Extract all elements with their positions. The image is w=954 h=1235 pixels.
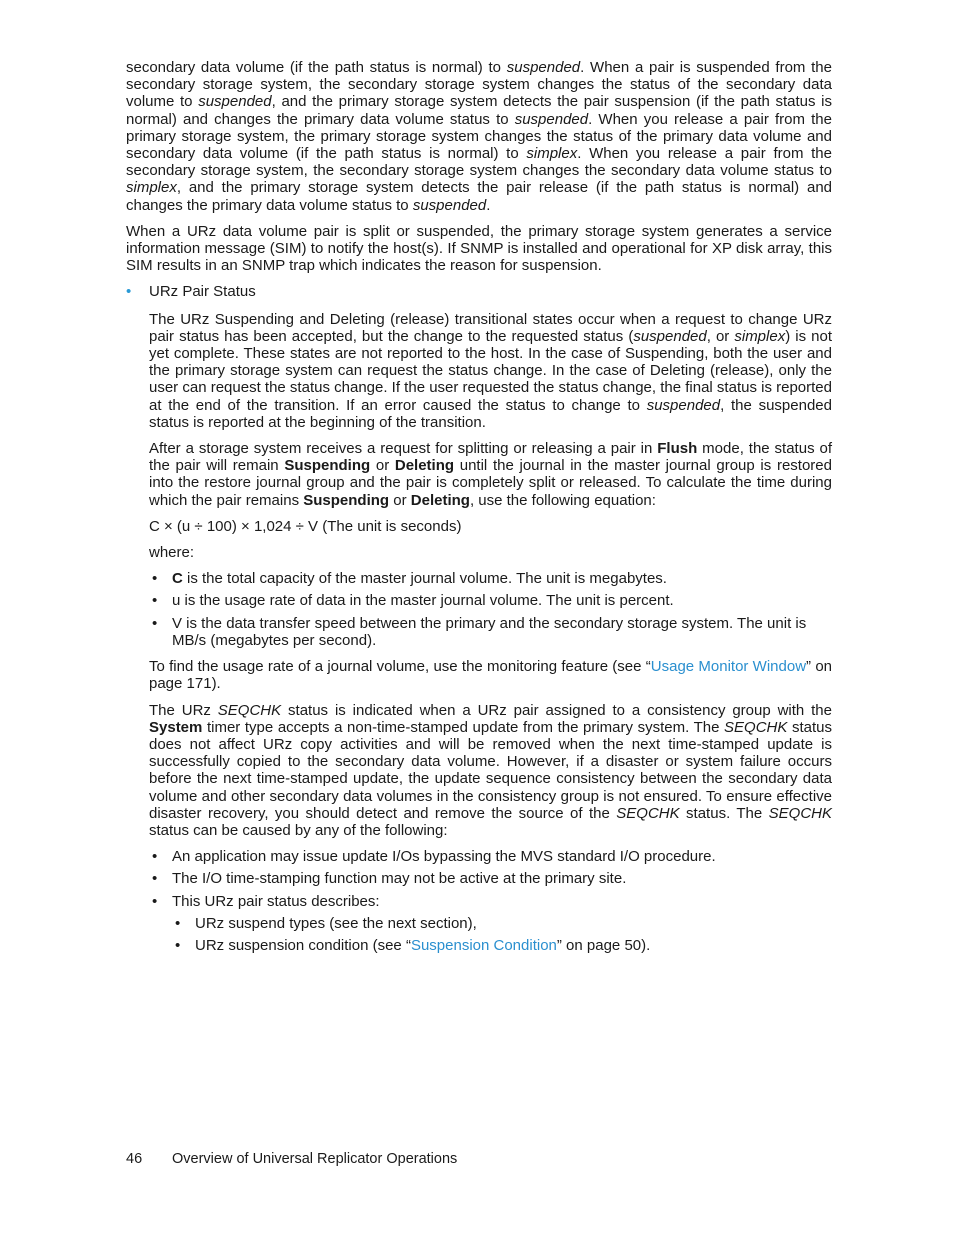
sub-list (172, 915, 832, 954)
bullet-urz-pair-status (126, 283, 832, 300)
paragraph-suspend-release: secondary data volume (if the path status is normal) to suspended. When a pair is suspended from the secondary storage system, the secondary storage system changes the status of the secondary data volume to suspended, and the primary storage system detects the pair suspension (if the path status is normal) and changes the primary data volume status to suspended. When you release a pair from the primary storage system, the primary storage system changes the status of the primary data volume and secondary data volume (if the path status is normal) to simplex. When you release a pair from the secondary storage system, the secondary storage system changes the secondary data volume status to simplex, and the primary storage system detects the pair release (if the path status is normal) and changes the primary data volume status to suspended. (126, 59, 833, 214)
bullet-dot-icon: • (152, 892, 158, 910)
list-item: • V is the data transfer speed between the primary and the secondary storage system. The unit is MB/s (megabytes per second). (152, 614, 807, 649)
list-item: • An application may issue update I/Os bypassing the MVS standard I/O procedure. (152, 848, 716, 866)
list-item: • URz suspend types (see the next section), (175, 914, 477, 932)
page-content (126, 59, 832, 963)
bullet-dot-icon: • (152, 870, 158, 888)
equation: C × (u ÷ 100) × 1,024 ÷ V (The unit is seconds) (149, 517, 462, 535)
paragraph-transitional-states: The URz Suspending and Deleting (release) transitional states occur when a request to change URz pair status has been accepted, but the change to the requested status (suspended, or simplex) is not yet complete. These states are not reported to the host. In the case of Suspending, both the user and the primary storage system can request the status change. In the case of Deleting (release), only the user can request the status change. If the user requested the status change, the final status is reported at the end of the transition. If an error caused the status to change to suspended, the suspended status is reported at the beginning of the transition. (149, 310, 833, 431)
bullet-dot-icon: • (152, 848, 158, 866)
bullet-heading: URz Pair Status (149, 283, 256, 301)
list-item: • The I/O time-stamping function may not be active at the primary site. (152, 870, 627, 888)
bullet-dot-icon: • (175, 914, 181, 932)
bullet-dot-icon: • (175, 936, 181, 954)
causes-list (149, 848, 832, 954)
suspension-condition-link[interactable]: Suspension Condition (410, 936, 557, 954)
paragraph-seqchk: The URz SEQCHK status is indicated when a URz pair assigned to a consistency group with the System timer type accepts a non-time-stamped update from the primary system. The SEQCHK status does not affect URz copy activities and will be removed when the next time-stamped update is successfully copied to the secondary data volume. However, if a disaster or system failure occurs before the next time-stamped update, the update sequence consistency between the secondary data volume and other secondary data volumes in the consistency group is not ensured. To ensure effective disaster recovery, you should detect and remove the source of the SEQCHK status. The SEQCHK status can be caused by any of the following: (149, 701, 833, 839)
variable-list (149, 570, 832, 649)
page-footer (126, 1151, 457, 1168)
paragraph-usage-rate: To find the usage rate of a journal volume, use the monitoring feature (see “Usage Monitor Window” on page 171). (149, 658, 832, 693)
list-item: • This URz pair status describes: • URz suspend types (see the next section), • URz suspension condition (see “Suspension Condition” on page 50). (149, 893, 832, 955)
bullet-dot-icon: • (152, 570, 158, 588)
list-item: • URz suspension condition (see “Suspension Condition” on page 50). (175, 936, 651, 954)
bullet-dot-icon: • (126, 283, 132, 301)
page-number: 46 (126, 1151, 143, 1167)
footer-title: Overview of Universal Replicator Operations (172, 1151, 458, 1167)
bullet-dot-icon: • (152, 592, 158, 610)
paragraph-sim: When a URz data volume pair is split or suspended, the primary storage system generates a service information message (SIM) to notify the host(s). If SNMP is installed and operational for XP disk array, this SIM results in an SNMP trap which indicates the reason for suspension. (126, 222, 832, 275)
bullet-dot-icon: • (152, 614, 158, 632)
paragraph-flush-mode: After a storage system receives a request for splitting or releasing a pair in Flush mode, the status of the pair will remain Suspending or Deleting until the journal in the master journal group is restored into the restore journal group and the pair is completely split or released. To calculate the time during which the pair remains Suspending or Deleting, use the following equation: (149, 440, 832, 509)
list-item: • u is the usage rate of data in the master journal volume. The unit is percent. (152, 592, 674, 610)
usage-monitor-window-link[interactable]: Usage Monitor Window (650, 658, 807, 676)
where-label: where: (149, 544, 195, 562)
list-item: • C is the total capacity of the master journal volume. The unit is megabytes. (152, 570, 667, 588)
